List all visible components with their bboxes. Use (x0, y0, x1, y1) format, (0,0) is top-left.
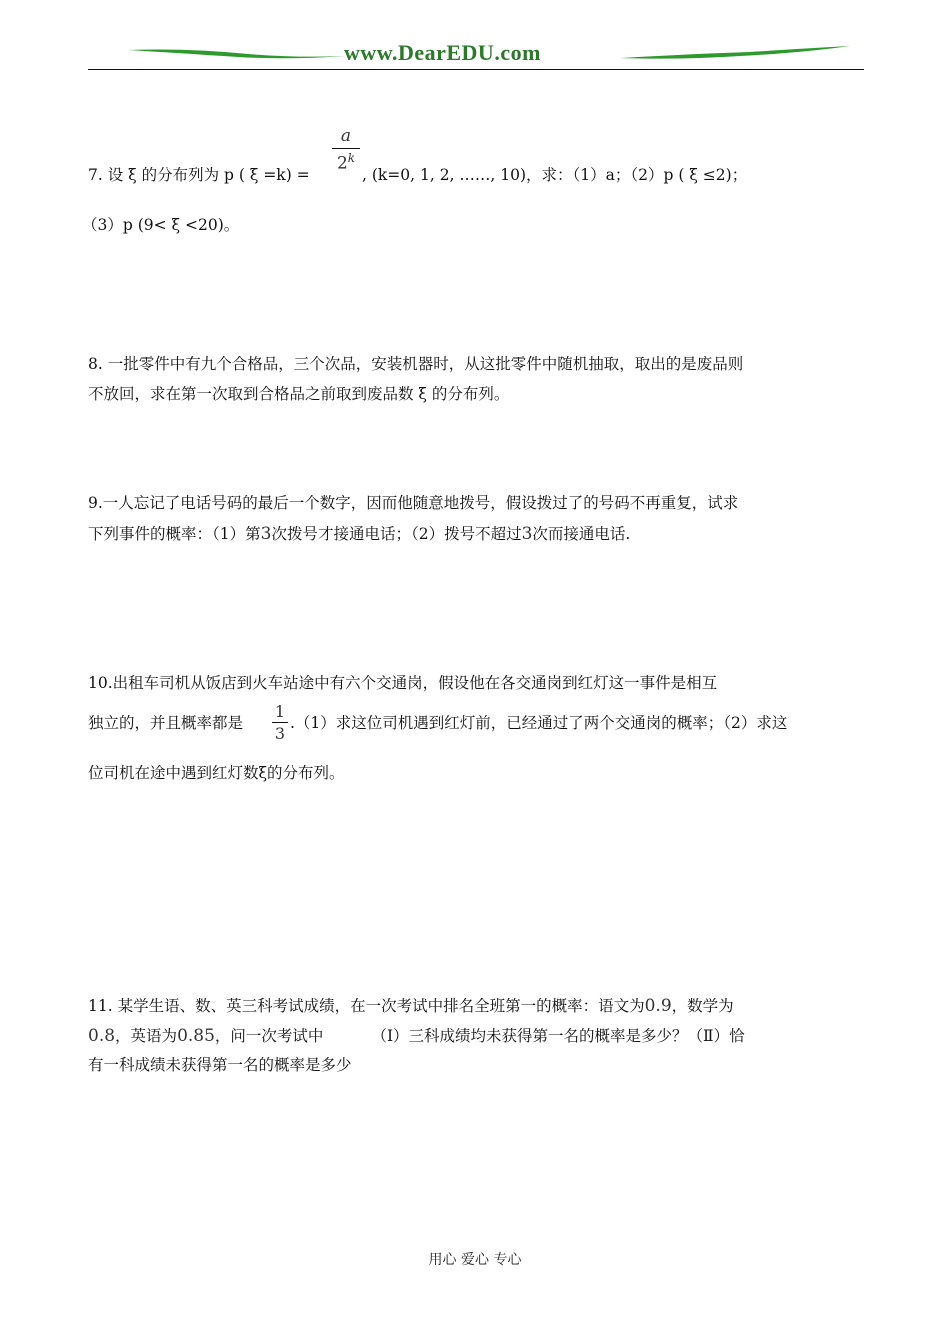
q11-value-english: 0.85 (177, 1026, 215, 1046)
q10-frac-numerator: 1 (274, 702, 286, 721)
q7-fraction (332, 126, 360, 174)
q10-line1: 10.出租车司机从饭店到火车站途中有六个交通岗，假设他在各交通岗到红灯这一事件是相互 (88, 674, 718, 692)
q11-line2: 0.8，英语为0.85，问一次考试中 （Ⅰ）三科成绩均未获得第一名的概率是多少？（Ⅱ）恰 (88, 1026, 745, 1046)
question-10 (88, 674, 864, 784)
question-8 (88, 355, 864, 415)
q10-frac-bar (272, 722, 288, 723)
q10-frac-denominator: 3 (274, 724, 286, 744)
q8-line2: 不放回，求在第一次取到合格品之前取到废品数 ξ 的分布列。 (88, 385, 510, 403)
right-swoosh-icon (620, 44, 852, 66)
q7-line1-suffix: , (k=0, 1, 2, ……, 10)，求：（1）a；（2）p ( ξ ≤2)； (362, 166, 748, 184)
site-header (88, 38, 864, 70)
q7-frac-bar (332, 148, 360, 149)
q9-line1: 9.一人忘记了电话号码的最后一个数字，因而他随意地拨号，假设拨过了的号码不再重复，试求 (88, 494, 739, 512)
q9-line2: 下列事件的概率：（1）第3次拨号才接通电话；（2）拨号不超过3次而接通电话. (88, 524, 631, 544)
q11-value-chinese: 0.9 (644, 996, 672, 1016)
q9-number-b: 3 (521, 524, 533, 544)
q9-number-a: 3 (260, 524, 272, 544)
question-11 (88, 996, 864, 1096)
page-footer: 用心 爱心 专心 (428, 1252, 522, 1268)
q11-value-math: 0.8 (88, 1026, 116, 1046)
q11-line3: 有一科成绩未获得第一名的概率是多少 (88, 1056, 352, 1074)
q10-line2-a: 独立的，并且概率都是 (88, 714, 244, 732)
q10-fraction (272, 702, 288, 743)
left-swoosh-icon (128, 44, 348, 64)
q7-line1-prefix: 7. 设 ξ 的分布列为 p ( ξ =k) = (88, 166, 310, 184)
header-rule (88, 69, 864, 70)
q7-frac-numerator: a (340, 126, 352, 146)
q8-line1: 8. 一批零件中有九个合格品，三个次品，安装机器时，从这批零件中随机抽取，取出的是废品则 (88, 355, 744, 373)
q10-line2-b: .（1）求这位司机遇到红灯前，已经通过了两个交通岗的概率；（2）求这 (290, 714, 788, 732)
question-9 (88, 494, 864, 554)
question-7 (82, 120, 864, 240)
site-logo: www.DearEDU.com (344, 40, 541, 65)
q10-line3: 位司机在途中遇到红灯数ξ的分布列。 (88, 764, 345, 782)
q7-frac-denominator: 2$^k$ (336, 151, 356, 175)
q11-line1: 11. 某学生语、数、英三科考试成绩，在一次考试中排名全班第一的概率：语文为0.9，数学为 (88, 996, 734, 1016)
q7-line2: （3）p (9< ξ <20)。 (82, 216, 240, 234)
